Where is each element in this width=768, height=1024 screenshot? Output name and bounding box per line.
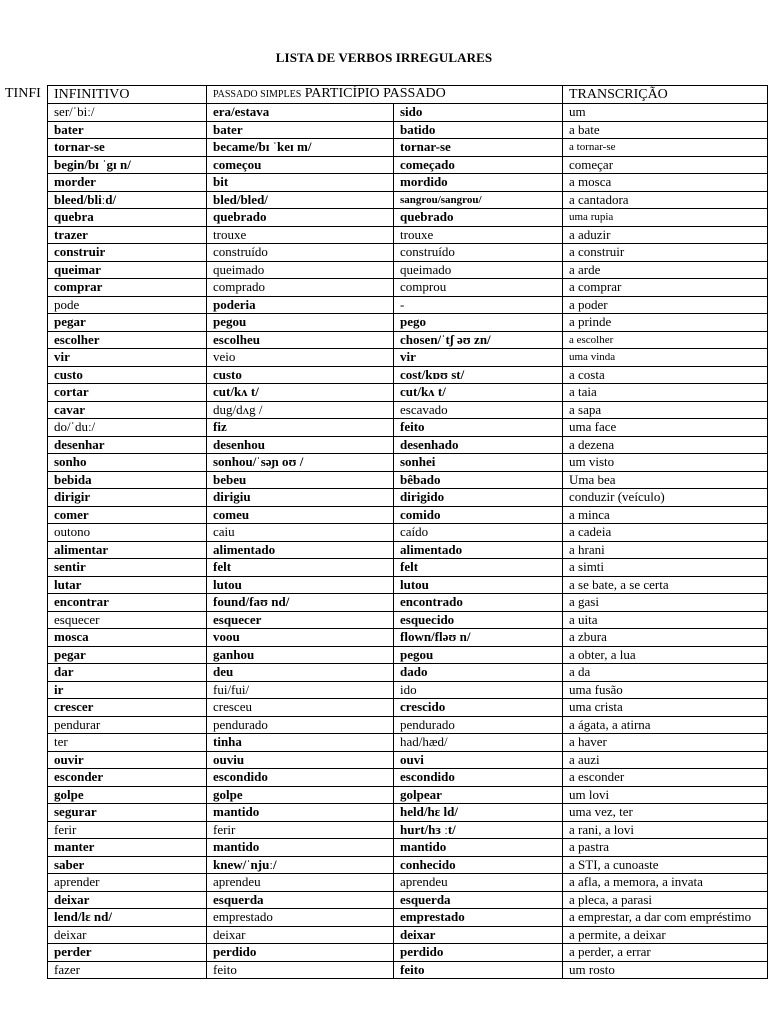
passado-simples-cell: desenhou — [207, 436, 394, 454]
header-passado-participio — [207, 86, 563, 104]
table-row — [48, 331, 768, 349]
transcricao-cell: a da — [563, 664, 768, 682]
passado-simples-cell: era/estava — [207, 104, 394, 122]
transcricao-cell: um lovi — [563, 786, 768, 804]
participio-cell: chosen/ˈtʃ əʊ zn/ — [394, 331, 563, 349]
table-row — [48, 786, 768, 804]
participio-cell: mantido — [394, 839, 563, 857]
infinitivo-cell: queimar — [48, 261, 207, 279]
passado-simples-cell: fiz — [207, 419, 394, 437]
table-body — [48, 104, 768, 979]
participio-cell: golpear — [394, 786, 563, 804]
passado-simples-cell: deu — [207, 664, 394, 682]
table-row — [48, 104, 768, 122]
infinitivo-cell: bater — [48, 121, 207, 139]
table-row — [48, 646, 768, 664]
table-row — [48, 279, 768, 297]
participio-cell: encontrado — [394, 594, 563, 612]
infinitivo-cell: segurar — [48, 804, 207, 822]
participio-cell: esquecido — [394, 611, 563, 629]
transcricao-cell: a poder — [563, 296, 768, 314]
participio-cell: ouvi — [394, 751, 563, 769]
passado-simples-cell: bit — [207, 174, 394, 192]
transcricao-cell: a pleca, a parasi — [563, 891, 768, 909]
infinitivo-cell: encontrar — [48, 594, 207, 612]
participio-cell: vir — [394, 349, 563, 367]
participio-cell: desenhado — [394, 436, 563, 454]
table-row — [48, 751, 768, 769]
passado-simples-cell: bled/bled/ — [207, 191, 394, 209]
participio-cell: feito — [394, 419, 563, 437]
table-row — [48, 961, 768, 979]
table-row — [48, 944, 768, 962]
infinitivo-cell: fazer — [48, 961, 207, 979]
participio-cell: feito — [394, 961, 563, 979]
table-row — [48, 664, 768, 682]
transcricao-cell: começar — [563, 156, 768, 174]
infinitivo-cell: perder — [48, 944, 207, 962]
participio-cell: construído — [394, 244, 563, 262]
passado-simples-cell: bater — [207, 121, 394, 139]
transcricao-cell: a afla, a memora, a invata — [563, 874, 768, 892]
header-participio: PARTICÍPIO PASSADO — [304, 86, 446, 101]
table-row — [48, 296, 768, 314]
infinitivo-cell: ouvir — [48, 751, 207, 769]
transcricao-cell: a mosca — [563, 174, 768, 192]
table-row — [48, 156, 768, 174]
table-row — [48, 244, 768, 262]
transcricao-cell: a ágata, a atirna — [563, 716, 768, 734]
participio-cell: mordido — [394, 174, 563, 192]
infinitivo-cell: deixar — [48, 926, 207, 944]
participio-cell: ido — [394, 681, 563, 699]
passado-simples-cell: knew/ˈnjuː/ — [207, 856, 394, 874]
infinitivo-cell: do/ˈduː/ — [48, 419, 207, 437]
participio-cell: aprendeu — [394, 874, 563, 892]
transcricao-cell: a emprestar, a dar com empréstimo — [563, 909, 768, 927]
participio-cell: crescido — [394, 699, 563, 717]
infinitivo-cell: outono — [48, 524, 207, 542]
passado-simples-cell: dug/dʌg / — [207, 401, 394, 419]
passado-simples-cell: tinha — [207, 734, 394, 752]
passado-simples-cell: found/faʊ nd/ — [207, 594, 394, 612]
table-row — [48, 384, 768, 402]
infinitivo-cell: pegar — [48, 646, 207, 664]
passado-simples-cell: deixar — [207, 926, 394, 944]
participio-cell: quebrado — [394, 209, 563, 227]
passado-simples-cell: construído — [207, 244, 394, 262]
infinitivo-cell: bebida — [48, 471, 207, 489]
participio-cell: lutou — [394, 576, 563, 594]
participio-cell: escondido — [394, 769, 563, 787]
infinitivo-cell: deixar — [48, 891, 207, 909]
table-row — [48, 541, 768, 559]
infinitivo-cell: quebra — [48, 209, 207, 227]
infinitivo-cell: mosca — [48, 629, 207, 647]
infinitivo-cell: tornar-se — [48, 139, 207, 157]
infinitivo-cell: ser/ˈbiː/ — [48, 104, 207, 122]
table-row — [48, 839, 768, 857]
passado-simples-cell: ferir — [207, 821, 394, 839]
passado-simples-cell: esquecer — [207, 611, 394, 629]
transcricao-cell: a gasi — [563, 594, 768, 612]
infinitivo-cell: bleed/bliːd/ — [48, 191, 207, 209]
participio-cell: - — [394, 296, 563, 314]
table-row — [48, 821, 768, 839]
participio-cell: comido — [394, 506, 563, 524]
passado-simples-cell: queimado — [207, 261, 394, 279]
participio-cell: batido — [394, 121, 563, 139]
passado-simples-cell: escondido — [207, 769, 394, 787]
passado-simples-cell: cut/kʌ t/ — [207, 384, 394, 402]
participio-cell: sonhei — [394, 454, 563, 472]
table-row — [48, 121, 768, 139]
table-row — [48, 681, 768, 699]
transcricao-cell: a dezena — [563, 436, 768, 454]
table-row — [48, 524, 768, 542]
transcricao-cell: a prinde — [563, 314, 768, 332]
transcricao-cell: a pastra — [563, 839, 768, 857]
infinitivo-cell: sentir — [48, 559, 207, 577]
table-row — [48, 471, 768, 489]
passado-simples-cell: trouxe — [207, 226, 394, 244]
infinitivo-cell: manter — [48, 839, 207, 857]
transcricao-cell: a aduzir — [563, 226, 768, 244]
table-row — [48, 401, 768, 419]
table-row — [48, 506, 768, 524]
infinitivo-cell: lend/lɛ nd/ — [48, 909, 207, 927]
passado-simples-cell: comeu — [207, 506, 394, 524]
infinitivo-cell: comer — [48, 506, 207, 524]
transcricao-cell: um — [563, 104, 768, 122]
participio-cell: cut/kʌ t/ — [394, 384, 563, 402]
passado-simples-cell: fui/fui/ — [207, 681, 394, 699]
table-row — [48, 769, 768, 787]
participio-cell: sangrou/sangrou/ — [394, 191, 563, 209]
table-row — [48, 559, 768, 577]
page-title: LISTA DE VERBOS IRREGULARES — [275, 50, 493, 65]
transcricao-cell: a cantadora — [563, 191, 768, 209]
passado-simples-cell: cresceu — [207, 699, 394, 717]
transcricao-cell: uma fusão — [563, 681, 768, 699]
passado-simples-cell: felt — [207, 559, 394, 577]
passado-simples-cell: caiu — [207, 524, 394, 542]
table-row — [48, 611, 768, 629]
passado-simples-cell: pendurado — [207, 716, 394, 734]
transcricao-cell: um rosto — [563, 961, 768, 979]
transcricao-cell: conduzir (veículo) — [563, 489, 768, 507]
transcricao-cell: uma rupia — [563, 209, 768, 227]
table-row — [48, 804, 768, 822]
transcricao-cell: a se bate, a se certa — [563, 576, 768, 594]
transcricao-cell: a permite, a deixar — [563, 926, 768, 944]
infinitivo-cell: morder — [48, 174, 207, 192]
transcricao-cell: a bate — [563, 121, 768, 139]
infinitivo-cell: crescer — [48, 699, 207, 717]
infinitivo-cell: esquecer — [48, 611, 207, 629]
infinitivo-cell: vir — [48, 349, 207, 367]
passado-simples-cell: lutou — [207, 576, 394, 594]
table-row — [48, 874, 768, 892]
participio-cell: dirigido — [394, 489, 563, 507]
transcricao-cell: a minca — [563, 506, 768, 524]
transcricao-cell: uma vinda — [563, 349, 768, 367]
table-row — [48, 436, 768, 454]
passado-simples-cell: pegou — [207, 314, 394, 332]
infinitivo-cell: pegar — [48, 314, 207, 332]
transcricao-cell: um visto — [563, 454, 768, 472]
passado-simples-cell: feito — [207, 961, 394, 979]
participio-cell: esquerda — [394, 891, 563, 909]
passado-simples-cell: escolheu — [207, 331, 394, 349]
transcricao-cell: a STI, a cunoaste — [563, 856, 768, 874]
header-infinitivo: INFINITIVO — [48, 86, 207, 104]
table-row — [48, 629, 768, 647]
participio-cell: queimado — [394, 261, 563, 279]
passado-simples-cell: começou — [207, 156, 394, 174]
transcricao-cell: uma vez, ter — [563, 804, 768, 822]
participio-cell: emprestado — [394, 909, 563, 927]
header-row — [48, 86, 768, 104]
passado-simples-cell: aprendeu — [207, 874, 394, 892]
infinitivo-cell: alimentar — [48, 541, 207, 559]
participio-cell: pego — [394, 314, 563, 332]
transcricao-cell: Uma bea — [563, 471, 768, 489]
infinitivo-cell: ter — [48, 734, 207, 752]
transcricao-cell: a hrani — [563, 541, 768, 559]
table-row — [48, 139, 768, 157]
transcricao-cell: a zbura — [563, 629, 768, 647]
transcricao-cell: a tornar-se — [563, 139, 768, 157]
table-row — [48, 349, 768, 367]
infinitivo-cell: golpe — [48, 786, 207, 804]
transcricao-cell: a haver — [563, 734, 768, 752]
transcricao-cell: a uita — [563, 611, 768, 629]
infinitivo-cell: ferir — [48, 821, 207, 839]
transcricao-cell: a sapa — [563, 401, 768, 419]
participio-cell: cost/kɒʊ st/ — [394, 366, 563, 384]
participio-cell: pendurado — [394, 716, 563, 734]
infinitivo-cell: construir — [48, 244, 207, 262]
transcricao-cell: a simti — [563, 559, 768, 577]
transcricao-cell: a obter, a lua — [563, 646, 768, 664]
passado-simples-cell: ouviu — [207, 751, 394, 769]
transcricao-cell: a taia — [563, 384, 768, 402]
passado-simples-cell: dirigiu — [207, 489, 394, 507]
table-row — [48, 174, 768, 192]
infinitivo-cell: sonho — [48, 454, 207, 472]
infinitivo-cell: cortar — [48, 384, 207, 402]
passado-simples-cell: custo — [207, 366, 394, 384]
transcricao-cell: a esconder — [563, 769, 768, 787]
transcricao-cell: a cadeia — [563, 524, 768, 542]
participio-cell: conhecido — [394, 856, 563, 874]
passado-simples-cell: esquerda — [207, 891, 394, 909]
passado-simples-cell: sonhou/ˈsəɲ oʊ / — [207, 454, 394, 472]
transcricao-cell: a construir — [563, 244, 768, 262]
table-row — [48, 856, 768, 874]
side-label: TINFI — [5, 86, 41, 101]
participio-cell: bêbado — [394, 471, 563, 489]
passado-simples-cell: veio — [207, 349, 394, 367]
participio-cell: dado — [394, 664, 563, 682]
participio-cell: felt — [394, 559, 563, 577]
table-row — [48, 576, 768, 594]
passado-simples-cell: mantido — [207, 839, 394, 857]
infinitivo-cell: dar — [48, 664, 207, 682]
table-row — [48, 926, 768, 944]
infinitivo-cell: ir — [48, 681, 207, 699]
infinitivo-cell: saber — [48, 856, 207, 874]
table-row — [48, 191, 768, 209]
transcricao-cell: a comprar — [563, 279, 768, 297]
passado-simples-cell: became/bɪ ˈkeɪ m/ — [207, 139, 394, 157]
infinitivo-cell: dirigir — [48, 489, 207, 507]
passado-simples-cell: comprado — [207, 279, 394, 297]
participio-cell: deixar — [394, 926, 563, 944]
participio-cell: tornar-se — [394, 139, 563, 157]
transcricao-cell: a rani, a lovi — [563, 821, 768, 839]
table-row — [48, 209, 768, 227]
participio-cell: sido — [394, 104, 563, 122]
infinitivo-cell: esconder — [48, 769, 207, 787]
table-row — [48, 489, 768, 507]
transcricao-cell: a perder, a errar — [563, 944, 768, 962]
table-row — [48, 716, 768, 734]
infinitivo-cell: escolher — [48, 331, 207, 349]
table-row — [48, 734, 768, 752]
infinitivo-cell: comprar — [48, 279, 207, 297]
table-row — [48, 226, 768, 244]
table-row — [48, 594, 768, 612]
passado-simples-cell: poderia — [207, 296, 394, 314]
transcricao-cell: uma crista — [563, 699, 768, 717]
passado-simples-cell: quebrado — [207, 209, 394, 227]
table-row — [48, 454, 768, 472]
infinitivo-cell: trazer — [48, 226, 207, 244]
infinitivo-cell: lutar — [48, 576, 207, 594]
infinitivo-cell: aprender — [48, 874, 207, 892]
table-row — [48, 261, 768, 279]
infinitivo-cell: pode — [48, 296, 207, 314]
infinitivo-cell: cavar — [48, 401, 207, 419]
table-row — [48, 909, 768, 927]
passado-simples-cell: voou — [207, 629, 394, 647]
table-row — [48, 314, 768, 332]
participio-cell: alimentado — [394, 541, 563, 559]
transcricao-cell: a costa — [563, 366, 768, 384]
participio-cell: comprou — [394, 279, 563, 297]
passado-simples-cell: perdido — [207, 944, 394, 962]
transcricao-cell: uma face — [563, 419, 768, 437]
participio-cell: escavado — [394, 401, 563, 419]
participio-cell: hurt/hɜ ːt/ — [394, 821, 563, 839]
participio-cell: had/hæd/ — [394, 734, 563, 752]
transcricao-cell: a auzi — [563, 751, 768, 769]
table-row — [48, 419, 768, 437]
passado-simples-cell: emprestado — [207, 909, 394, 927]
participio-cell: perdido — [394, 944, 563, 962]
participio-cell: pegou — [394, 646, 563, 664]
transcricao-cell: a escolher — [563, 331, 768, 349]
participio-cell: flown/fləʊ n/ — [394, 629, 563, 647]
header-passado-simples: PASSADO SIMPLES — [213, 89, 302, 100]
table-row — [48, 891, 768, 909]
participio-cell: caído — [394, 524, 563, 542]
table-row — [48, 699, 768, 717]
table-row — [48, 366, 768, 384]
infinitivo-cell: custo — [48, 366, 207, 384]
participio-cell: começado — [394, 156, 563, 174]
infinitivo-cell: desenhar — [48, 436, 207, 454]
participio-cell: trouxe — [394, 226, 563, 244]
passado-simples-cell: ganhou — [207, 646, 394, 664]
infinitivo-cell: begin/bɪ ˈgɪ n/ — [48, 156, 207, 174]
passado-simples-cell: alimentado — [207, 541, 394, 559]
verb-table — [47, 85, 768, 979]
passado-simples-cell: bebeu — [207, 471, 394, 489]
transcricao-cell: a arde — [563, 261, 768, 279]
participio-cell: held/hɛ ld/ — [394, 804, 563, 822]
infinitivo-cell: pendurar — [48, 716, 207, 734]
passado-simples-cell: mantido — [207, 804, 394, 822]
passado-simples-cell: golpe — [207, 786, 394, 804]
header-transcricao: TRANSCRIÇÃO — [563, 86, 768, 104]
